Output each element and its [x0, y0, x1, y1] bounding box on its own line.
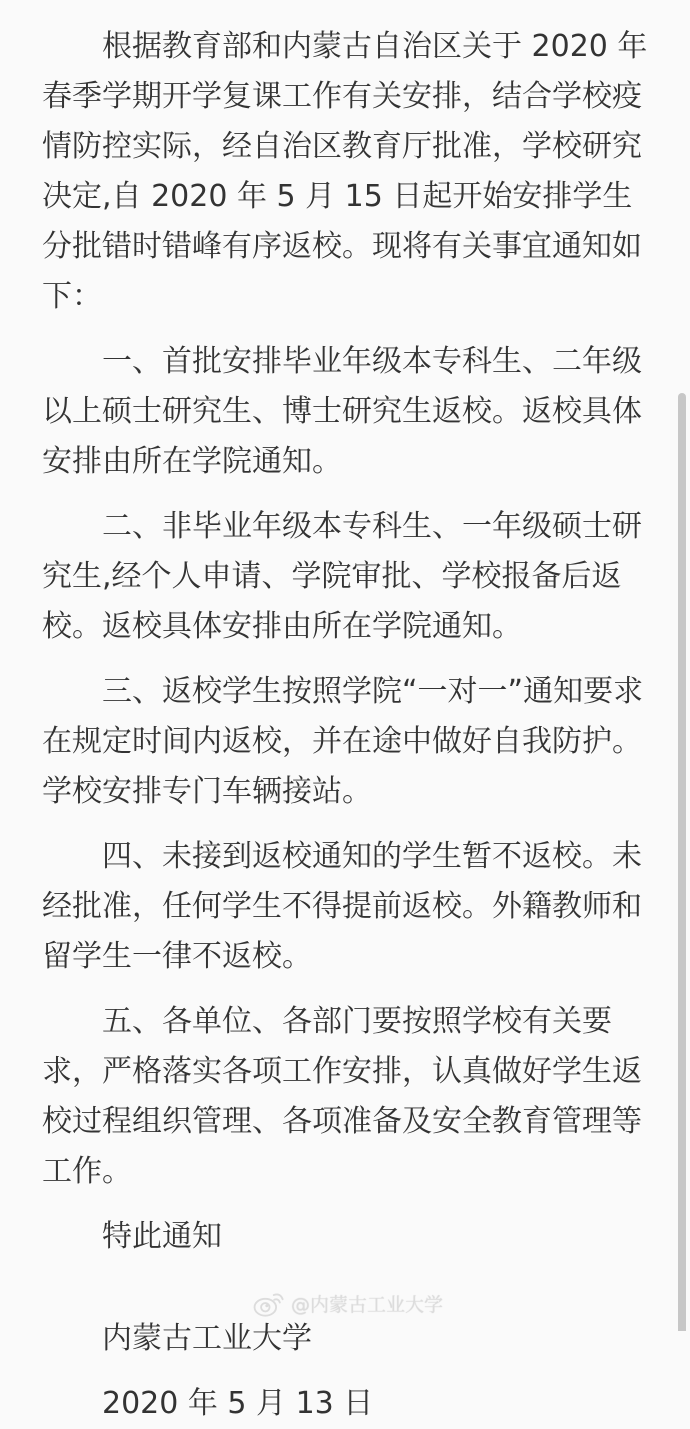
notice-paragraph-item3: 三、返校学生按照学院“一对一”通知要求在规定时间内返校，并在途中做好自我防护。学校安排专门车辆接站。: [42, 674, 644, 809]
scrollbar-thumb[interactable]: [678, 393, 686, 1331]
notice-date: 2020 年 5 月 13 日: [102, 1386, 374, 1421]
notice-signature: 内蒙古工业大学: [102, 1321, 312, 1356]
notice-paragraph-item1: 一、首批安排毕业年级本专科生、二年级以上硕士研究生、博士研究生返校。返校具体安排由所在学院通知。: [42, 344, 642, 479]
notice-paragraph-intro: 根据教育部和内蒙古自治区关于 2020 年春季学期开学复课工作有关安排，结合学校疫情防控实际，经自治区教育厅批准，学校研究决定,自 2020 年 5 月 15 日起开始安排学生分批错时错峰有序返校。现将有关事宜通知如下：: [42, 29, 648, 314]
watermark-text: @内蒙古工业大学: [291, 1293, 444, 1316]
notice-paragraph-item2: 二、非毕业年级本专科生、一年级硕士研究生,经个人申请、学院审批、学校报备后返校。返校具体安排由所在学院通知。: [42, 509, 642, 644]
notice-paragraph-item4: 四、未接到返校通知的学生暂不返校。未经批准，任何学生不得提前返校。外籍教师和留学生一律不返校。: [42, 839, 642, 974]
notice-closing: 特此通知: [102, 1219, 222, 1254]
notice-paragraph-item5: 五、各单位、各部门要按照学校有关要求，严格落实各项工作安排，认真做好学生返校过程组织管理、各项准备及安全教育管理等工作。: [42, 1004, 642, 1189]
